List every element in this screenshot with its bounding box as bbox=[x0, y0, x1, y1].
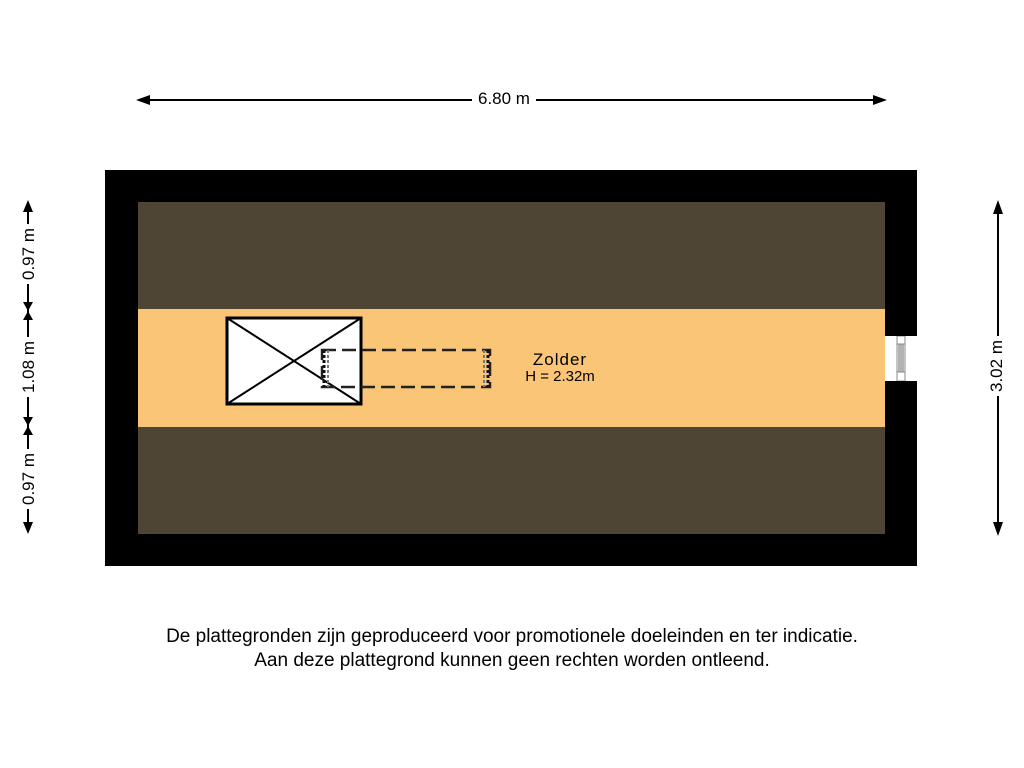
room-height: H = 2.32m bbox=[525, 368, 595, 385]
low-ceiling-zone-bottom bbox=[138, 427, 885, 534]
arrow-left-icon bbox=[136, 94, 150, 106]
arrow-up-icon bbox=[992, 200, 1004, 214]
tick-arrows-icon bbox=[22, 417, 34, 435]
top-dimension-label: 6.80 m bbox=[472, 89, 536, 109]
left-dimension-label-1: 0.97 m bbox=[19, 224, 39, 284]
arrow-right-icon bbox=[873, 94, 887, 106]
low-ceiling-zone-top bbox=[138, 202, 885, 309]
window bbox=[885, 336, 917, 381]
room-name: Zolder bbox=[532, 350, 588, 369]
tick-arrows-icon bbox=[22, 302, 34, 320]
right-dimension-label: 3.02 m bbox=[987, 336, 1007, 396]
stair-opening-icon[interactable] bbox=[224, 316, 504, 408]
left-dimension-label-3: 0.97 m bbox=[19, 449, 39, 509]
arrow-up-icon bbox=[22, 200, 34, 212]
left-dimension-label-2: 1.08 m bbox=[19, 337, 39, 397]
disclaimer-line-2: Aan deze plattegrond kunnen geen rechten worden ontleend. bbox=[254, 650, 770, 671]
arrow-down-icon bbox=[22, 522, 34, 534]
disclaimer-line-1: De plattegronden zijn geproduceerd voor promotionele doeleinden en ter indicatie. bbox=[166, 626, 858, 647]
disclaimer bbox=[0, 625, 1024, 673]
window-icon bbox=[885, 336, 917, 381]
arrow-down-icon bbox=[992, 522, 1004, 536]
room-label bbox=[505, 350, 615, 385]
